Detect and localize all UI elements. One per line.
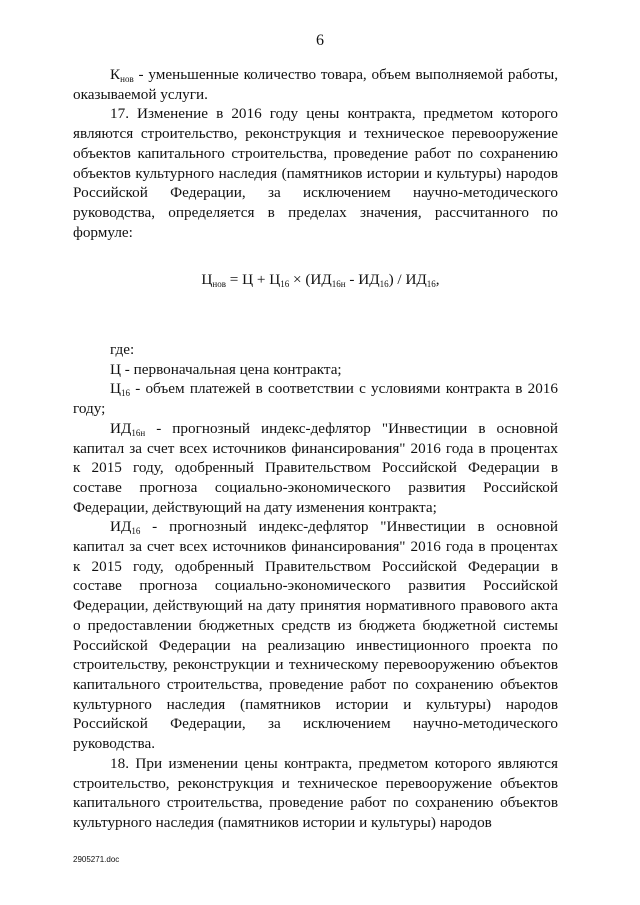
where-label: где:: [110, 341, 135, 359]
formula-sub2: 16н: [331, 279, 346, 290]
symbol-id16n: ИД: [110, 419, 132, 437]
paragraph-knov: [73, 65, 558, 104]
symbol-c16: Ц: [110, 380, 121, 398]
formula-part3: - ИД: [345, 271, 380, 289]
knov-definition: - уменьшенные количество товара, объем выполняемой работы, оказываемой услуги.: [73, 66, 558, 103]
c16-text: - объем платежей в соответствии с условиями контракта в 2016 году;: [73, 380, 558, 418]
definition-c16: [73, 379, 558, 418]
formula-lhs-sub: нов: [212, 279, 226, 290]
subscript-c16: 16: [120, 388, 130, 399]
subscript-id16n: 16н: [131, 427, 146, 438]
definition-id16n: [73, 419, 558, 518]
formula-part2: × (ИД: [289, 271, 332, 289]
document-body: [73, 65, 558, 833]
formula-lhs: Ц: [201, 271, 213, 289]
definition-c: Ц - первоначальная цена контракта;: [110, 360, 342, 378]
paragraph-17: 17. Изменение в 2016 году цены контракта, предметом которого являются строительство, реконструкция и техническое перевооружение объектов капитального строительства, проведение работ по сохранению объектов культурного наследия (памятников истории и культуры) народов Российской Федерации, за исключением научно-методического руководства, определяется в пределах значения, рассчитанного по формуле:: [73, 105, 558, 241]
formula-part4: ) / ИД: [388, 271, 427, 289]
formula: [73, 270, 558, 290]
symbol-id16: ИД: [110, 518, 132, 536]
footer-filename: 2905271.doc: [73, 855, 120, 864]
formula-sub3: 16: [379, 279, 389, 290]
formula-sub4: 16: [426, 279, 436, 290]
paragraph-18: 18. При изменении цены контракта, предметом которого являются строительство, реконструкция и техническое перевооружение объектов капитального строительства, проведение работ по сохранению объектов культурного наследия (памятников истории и культуры) народов: [73, 754, 558, 831]
definition-id16: [73, 517, 558, 753]
formula-part5: ,: [435, 271, 440, 289]
id16n-text: - прогнозный индекс-дефлятор "Инвестиции в основной капитал за счет всех источников финансирования" 2016 года в процентах к 2015 году, одобренный Правительством Российской Федерации в составе прогноза социально-экономического развития Российской Федерации, действующий на дату изменения контракта;: [73, 419, 558, 516]
symbol-k: К: [110, 66, 121, 83]
id16-text: - прогнозный индекс-дефлятор "Инвестиции в основной капитал за счет всех источников финансирования" 2016 года в процентах к 2015 году, одобренный Правительством Российской Федерации в составе прогноза социально-экономического развития Российской Федерации, действующий на дату принятия нормативного правового акта о предоставлении бюджетных средств из бюджета бюджетной системы Российской Федерации на реализацию инвестиционного проекта по строительству, реконструкции и техническому перевооружению объектов капитального строительства, проведение работ по сохранению объектов культурного наследия (памятников истории и культуры) народов Российской Федерации, за исключением научно-методического руководства.: [73, 518, 558, 753]
page-number: 6: [316, 32, 324, 49]
formula-part1: = Ц + Ц: [225, 271, 281, 289]
subscript-nov: нов: [120, 74, 134, 84]
formula-sub1: 16: [280, 279, 290, 290]
subscript-id16: 16: [131, 526, 141, 537]
